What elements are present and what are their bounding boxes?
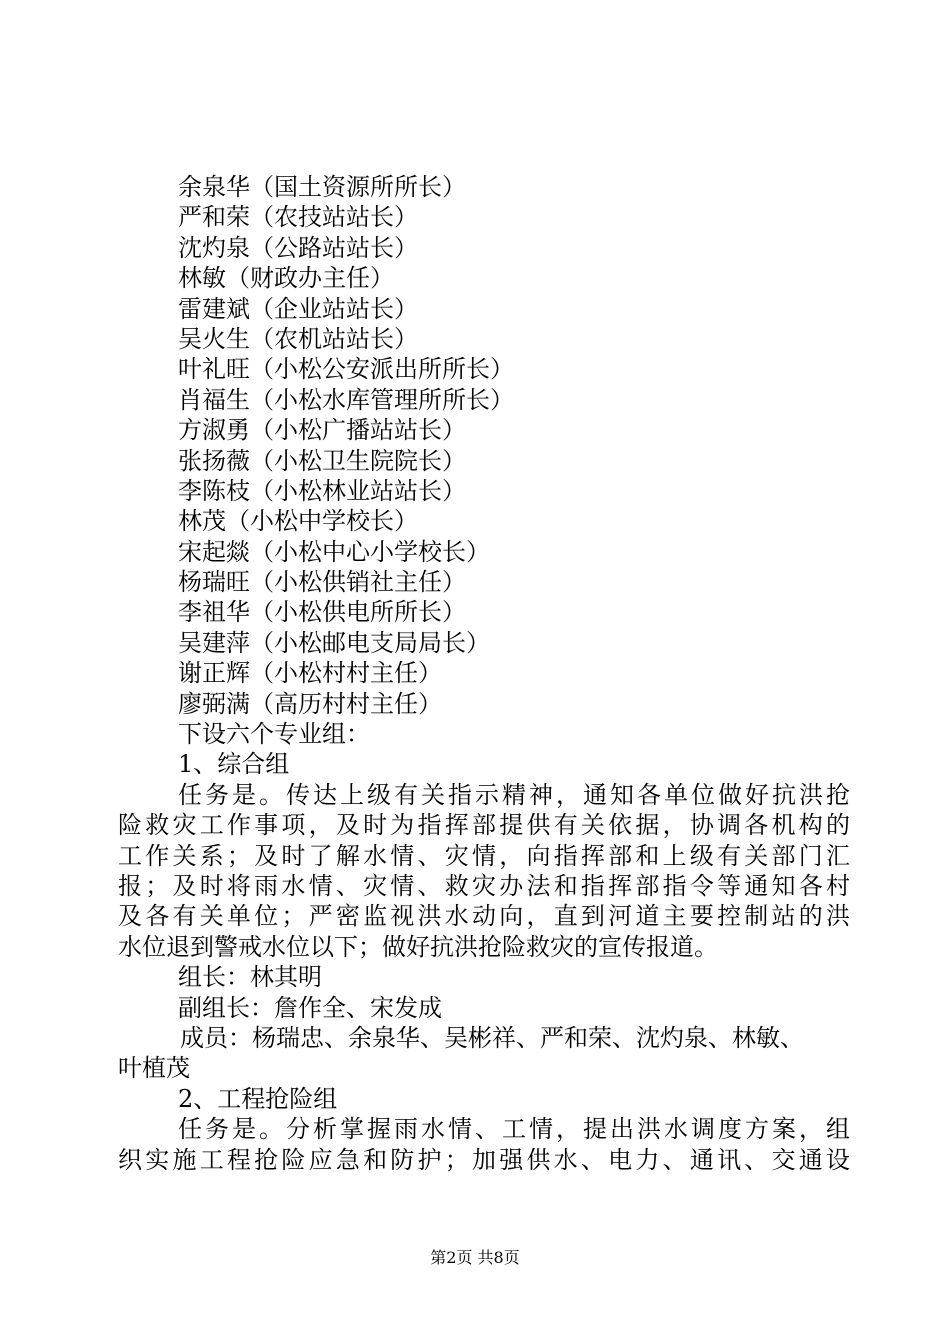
member-item: 叶礼旺（小松公安派出所所长） bbox=[178, 355, 514, 384]
member-item: 张扬薇（小松卫生院院长） bbox=[178, 446, 466, 475]
member-item: 余泉华（国土资源所所长） bbox=[178, 173, 466, 201]
group-1-leader: 组长：林其明 bbox=[178, 963, 322, 992]
member-list bbox=[118, 172, 850, 719]
paragraph-line: 任务是。传达上级有关指示精神，通知各单位做好抗洪抢 bbox=[178, 780, 850, 809]
paragraph-line: 工作关系；及时了解水情、灾情，向指挥部和上级有关部门汇 bbox=[118, 841, 850, 870]
member-item: 方淑勇（小松广播站站长） bbox=[178, 416, 466, 445]
group-1-members-continued: 叶植茂 bbox=[118, 1054, 190, 1083]
paragraph-line: 水位退到警戒水位以下；做好抗洪抢险救灾的宣传报道。 bbox=[118, 932, 718, 961]
member-item: 雷建斌（企业站站长） bbox=[178, 294, 418, 323]
paragraph-line: 及各有关单位；严密监视洪水动向，直到河道主要控制站的洪 bbox=[118, 902, 850, 931]
member-item: 李陈枝（小松林业站站长） bbox=[178, 476, 466, 505]
member-item: 谢正辉（小松村村主任） bbox=[178, 659, 442, 688]
group-1-heading: 1、综合组 bbox=[178, 750, 290, 779]
page-footer: 第2页 共8页 bbox=[430, 1248, 520, 1267]
group-2-section bbox=[118, 1084, 850, 1175]
member-item: 严和荣（农技站站长） bbox=[178, 203, 418, 232]
member-item: 沈灼泉（公路站站长） bbox=[178, 233, 418, 262]
member-item: 林敏（财政办主任） bbox=[178, 264, 394, 293]
document-body bbox=[118, 172, 850, 1175]
member-item: 宋起燚（小松中心小学校长） bbox=[178, 537, 490, 566]
group-1-section bbox=[118, 749, 850, 1083]
member-item: 杨瑞旺（小松供销社主任） bbox=[178, 568, 466, 597]
member-item: 吴火生（农机站站长） bbox=[178, 324, 418, 353]
paragraph-line: 织实施工程抢险应急和防护；加强供水、电力、通讯、交通设 bbox=[118, 1145, 850, 1174]
paragraph-line: 任务是。分析掌握雨水情、工情，提出洪水调度方案，组 bbox=[178, 1115, 850, 1144]
paragraph-line: 险救灾工作事项，及时为指挥部提供有关依据，协调各机构的 bbox=[118, 811, 850, 840]
group-2-heading: 2、工程抢险组 bbox=[178, 1084, 338, 1113]
paragraph-line: 报；及时将雨水情、灾情、救灾办法和指挥部指令等通知各村 bbox=[118, 871, 850, 900]
member-item: 吴建萍（小松邮电支局局长） bbox=[178, 628, 490, 657]
member-item: 李祖华（小松供电所所长） bbox=[178, 598, 466, 627]
member-item: 肖福生（小松水库管理所所长） bbox=[178, 385, 514, 414]
group-1-task-paragraph bbox=[118, 780, 850, 962]
group-2-task-paragraph bbox=[118, 1114, 850, 1175]
member-item: 林茂（小松中学校长） bbox=[178, 507, 418, 536]
group-1-members: 成员：杨瑞忠、余泉华、吴彬祥、严和荣、沈灼泉、林敏、 bbox=[180, 1023, 804, 1052]
member-item: 廖弼满（高历村村主任） bbox=[178, 689, 442, 718]
groups-intro: 下设六个专业组： bbox=[178, 720, 370, 749]
group-1-deputy: 副组长：詹作全、宋发成 bbox=[178, 993, 442, 1022]
